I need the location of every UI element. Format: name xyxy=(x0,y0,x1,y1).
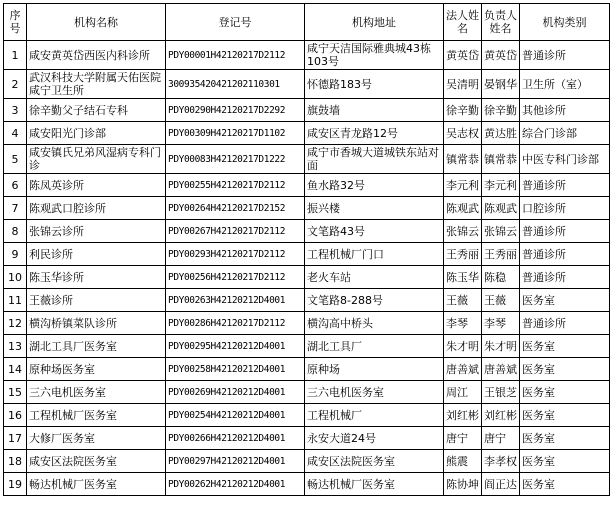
cell-addr: 咸宁市香城大道城铁东站对面 xyxy=(305,145,444,174)
cell-addr: 旗鼓墙 xyxy=(305,99,444,122)
cell-seq: 5 xyxy=(4,145,27,174)
cell-addr: 畅达机械厂医务室 xyxy=(305,473,444,496)
cell-seq: 7 xyxy=(4,197,27,220)
cell-reg: PDY00255H42120217D2112 xyxy=(166,174,305,197)
table-row xyxy=(4,220,610,243)
cell-reg: PDY00290H42120217D2292 xyxy=(166,99,305,122)
cell-legal: 李元利 xyxy=(444,174,482,197)
table-row xyxy=(4,41,610,70)
cell-type: 医务室 xyxy=(520,289,610,312)
table-header-row xyxy=(4,4,610,41)
cell-seq: 18 xyxy=(4,450,27,473)
cell-resp: 阎正达 xyxy=(482,473,520,496)
cell-legal: 陈玉华 xyxy=(444,266,482,289)
cell-type: 普通诊所 xyxy=(520,174,610,197)
cell-type: 普通诊所 xyxy=(520,243,610,266)
cell-resp: 陈稳 xyxy=(482,266,520,289)
cell-addr: 老火车站 xyxy=(305,266,444,289)
cell-legal: 镇常恭 xyxy=(444,145,482,174)
cell-name: 咸安黄英岱西医内科诊所 xyxy=(27,41,166,70)
cell-addr: 振兴楼 xyxy=(305,197,444,220)
cell-seq: 11 xyxy=(4,289,27,312)
cell-resp: 王银芝 xyxy=(482,381,520,404)
cell-reg: 300935420421202110301 xyxy=(166,70,305,99)
cell-addr: 怀德路183号 xyxy=(305,70,444,99)
cell-reg: PDY00266H42120212D4001 xyxy=(166,427,305,450)
cell-name: 陈凤英诊所 xyxy=(27,174,166,197)
cell-type: 医务室 xyxy=(520,404,610,427)
cell-type: 口腔诊所 xyxy=(520,197,610,220)
cell-resp: 陈观武 xyxy=(482,197,520,220)
cell-seq: 13 xyxy=(4,335,27,358)
cell-reg: PDY00256H42120217D2112 xyxy=(166,266,305,289)
cell-resp: 李元利 xyxy=(482,174,520,197)
cell-resp: 徐辛勤 xyxy=(482,99,520,122)
cell-type: 医务室 xyxy=(520,427,610,450)
cell-seq: 9 xyxy=(4,243,27,266)
table-row xyxy=(4,404,610,427)
table-row xyxy=(4,266,610,289)
cell-addr: 横沟高中桥头 xyxy=(305,312,444,335)
cell-name: 咸安区法院医务室 xyxy=(27,450,166,473)
cell-type: 综合门诊部 xyxy=(520,122,610,145)
header-resp: 负责人姓名 xyxy=(482,4,520,41)
cell-type: 其他诊所 xyxy=(520,99,610,122)
cell-reg: PDY00269H42120212D4001 xyxy=(166,381,305,404)
cell-name: 利民诊所 xyxy=(27,243,166,266)
table-row xyxy=(4,473,610,496)
cell-resp: 黄英岱 xyxy=(482,41,520,70)
cell-reg: PDY00258H42120212D4001 xyxy=(166,358,305,381)
cell-reg: PDY00295H42120212D4001 xyxy=(166,335,305,358)
cell-addr: 工程机械厂 xyxy=(305,404,444,427)
cell-seq: 1 xyxy=(4,41,27,70)
cell-resp: 朱才明 xyxy=(482,335,520,358)
cell-type: 普通诊所 xyxy=(520,312,610,335)
cell-legal: 黄英岱 xyxy=(444,41,482,70)
cell-reg: PDY00264H42120217D2152 xyxy=(166,197,305,220)
cell-seq: 15 xyxy=(4,381,27,404)
cell-legal: 周江 xyxy=(444,381,482,404)
cell-reg: PDY00262H42120212D4001 xyxy=(166,473,305,496)
table-row xyxy=(4,427,610,450)
cell-type: 医务室 xyxy=(520,473,610,496)
cell-name: 咸安阳光门诊部 xyxy=(27,122,166,145)
cell-addr: 原种场 xyxy=(305,358,444,381)
table-row xyxy=(4,289,610,312)
cell-type: 卫生所（室） xyxy=(520,70,610,99)
cell-addr: 咸安区法院医务室 xyxy=(305,450,444,473)
cell-name: 原种场医务室 xyxy=(27,358,166,381)
cell-reg: PDY00293H42120217D2112 xyxy=(166,243,305,266)
cell-resp: 王秀丽 xyxy=(482,243,520,266)
table-row xyxy=(4,450,610,473)
cell-name: 徐辛勤父子结石专科 xyxy=(27,99,166,122)
cell-legal: 李琴 xyxy=(444,312,482,335)
cell-reg: PDY00267H42120217D2112 xyxy=(166,220,305,243)
cell-seq: 6 xyxy=(4,174,27,197)
table-row xyxy=(4,122,610,145)
cell-addr: 咸安区青龙路12号 xyxy=(305,122,444,145)
cell-seq: 2 xyxy=(4,70,27,99)
table-row xyxy=(4,70,610,99)
cell-reg: PDY00286H42120217D2112 xyxy=(166,312,305,335)
cell-name: 张锦云诊所 xyxy=(27,220,166,243)
cell-seq: 12 xyxy=(4,312,27,335)
table-body xyxy=(4,41,610,496)
cell-resp: 张锦云 xyxy=(482,220,520,243)
cell-resp: 李琴 xyxy=(482,312,520,335)
cell-legal: 张锦云 xyxy=(444,220,482,243)
table-row xyxy=(4,358,610,381)
cell-name: 咸安镇氏兄弟风湿病专科门诊 xyxy=(27,145,166,174)
cell-legal: 唐宁 xyxy=(444,427,482,450)
cell-name: 湖北工具厂医务室 xyxy=(27,335,166,358)
cell-name: 陈观武口腔诊所 xyxy=(27,197,166,220)
cell-reg: PDY00001H42120217D2112 xyxy=(166,41,305,70)
cell-resp: 刘红彬 xyxy=(482,404,520,427)
cell-addr: 湖北工具厂 xyxy=(305,335,444,358)
cell-resp: 晏钢华 xyxy=(482,70,520,99)
cell-type: 普通诊所 xyxy=(520,220,610,243)
cell-legal: 朱才明 xyxy=(444,335,482,358)
cell-seq: 10 xyxy=(4,266,27,289)
table-row xyxy=(4,312,610,335)
cell-legal: 吴清明 xyxy=(444,70,482,99)
cell-legal: 刘红彬 xyxy=(444,404,482,427)
cell-name: 王薇诊所 xyxy=(27,289,166,312)
cell-name: 三六电机医务室 xyxy=(27,381,166,404)
cell-legal: 王薇 xyxy=(444,289,482,312)
cell-name: 横沟桥镇菜队诊所 xyxy=(27,312,166,335)
cell-type: 普通诊所 xyxy=(520,41,610,70)
cell-resp: 唐善斌 xyxy=(482,358,520,381)
header-seq: 序号 xyxy=(4,4,27,41)
cell-reg: PDY00254H42120212D4001 xyxy=(166,404,305,427)
cell-addr: 三六电机医务室 xyxy=(305,381,444,404)
cell-type: 医务室 xyxy=(520,335,610,358)
cell-legal: 熊震 xyxy=(444,450,482,473)
table-row xyxy=(4,243,610,266)
cell-legal: 吴志权 xyxy=(444,122,482,145)
cell-name: 大修厂医务室 xyxy=(27,427,166,450)
cell-addr: 咸宁天洁国际雅典城43栋103号 xyxy=(305,41,444,70)
cell-seq: 14 xyxy=(4,358,27,381)
table-row xyxy=(4,335,610,358)
cell-type: 医务室 xyxy=(520,450,610,473)
cell-reg: PDY00263H42120212D4001 xyxy=(166,289,305,312)
cell-legal: 陈协坤 xyxy=(444,473,482,496)
cell-legal: 徐辛勤 xyxy=(444,99,482,122)
cell-resp: 唐宁 xyxy=(482,427,520,450)
cell-reg: PDY00297H42120212D4001 xyxy=(166,450,305,473)
cell-addr: 永安大道24号 xyxy=(305,427,444,450)
cell-type: 医务室 xyxy=(520,381,610,404)
cell-seq: 17 xyxy=(4,427,27,450)
header-type: 机构类别 xyxy=(520,4,610,41)
cell-addr: 文笔路43号 xyxy=(305,220,444,243)
cell-legal: 王秀丽 xyxy=(444,243,482,266)
cell-type: 医务室 xyxy=(520,358,610,381)
cell-resp: 黄达胜 xyxy=(482,122,520,145)
header-reg: 登记号 xyxy=(166,4,305,41)
cell-seq: 16 xyxy=(4,404,27,427)
cell-seq: 3 xyxy=(4,99,27,122)
cell-legal: 唐善斌 xyxy=(444,358,482,381)
cell-reg: PDY00083H42120217D1222 xyxy=(166,145,305,174)
cell-resp: 李孝权 xyxy=(482,450,520,473)
header-name: 机构名称 xyxy=(27,4,166,41)
cell-type: 中医专科门诊部 xyxy=(520,145,610,174)
header-addr: 机构地址 xyxy=(305,4,444,41)
table-row xyxy=(4,99,610,122)
table-row xyxy=(4,381,610,404)
cell-addr: 文笔路8-288号 xyxy=(305,289,444,312)
cell-resp: 镇常恭 xyxy=(482,145,520,174)
cell-seq: 8 xyxy=(4,220,27,243)
header-legal: 法人姓名 xyxy=(444,4,482,41)
clinic-registry-table xyxy=(3,3,610,496)
table-row xyxy=(4,174,610,197)
cell-name: 工程机械厂医务室 xyxy=(27,404,166,427)
cell-name: 畅达机械厂医务室 xyxy=(27,473,166,496)
cell-type: 普通诊所 xyxy=(520,266,610,289)
cell-legal: 陈观武 xyxy=(444,197,482,220)
cell-addr: 工程机械厂门口 xyxy=(305,243,444,266)
cell-name: 武汉科技大学附属天佑医院咸宁卫生所 xyxy=(27,70,166,99)
cell-seq: 19 xyxy=(4,473,27,496)
table-row xyxy=(4,197,610,220)
cell-resp: 王薇 xyxy=(482,289,520,312)
registry-table-wrapper xyxy=(3,3,610,496)
cell-addr: 鱼水路32号 xyxy=(305,174,444,197)
table-row xyxy=(4,145,610,174)
cell-name: 陈玉华诊所 xyxy=(27,266,166,289)
cell-reg: PDY00309H42120217D1102 xyxy=(166,122,305,145)
cell-seq: 4 xyxy=(4,122,27,145)
